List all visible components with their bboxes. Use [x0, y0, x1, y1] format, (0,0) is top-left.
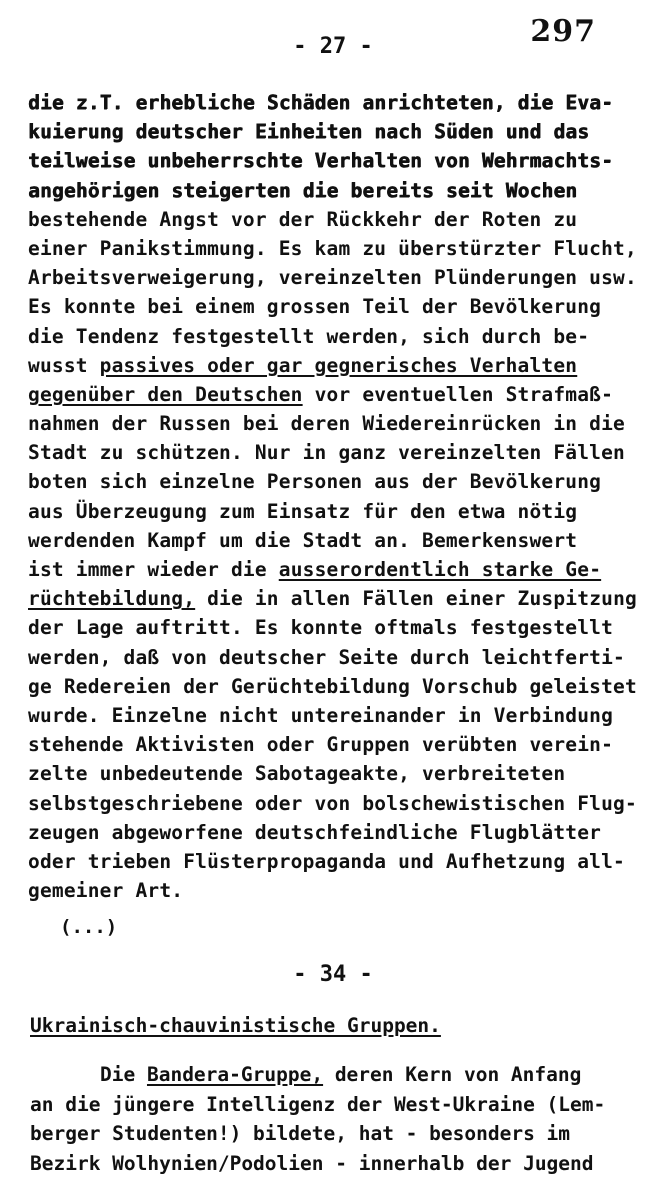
- text-line: werden, daß von deutscher Seite durch leichtferti-: [28, 645, 625, 669]
- underlined-phrase: rüchtebildung,: [28, 587, 196, 611]
- text-line: angehörigen steigerten die bereits seit Wochen: [28, 178, 578, 202]
- text-line: zeugen abgeworfene deutschfeindliche Flugblätter: [28, 820, 602, 844]
- text-line: berger Studenten!) bildete, hat - besonders im: [30, 1122, 571, 1145]
- text-line: zelte unbedeutende Sabotageakte, verbreiteten: [28, 762, 566, 786]
- section-heading: Ukrainisch-chauvinistische Gruppen.: [30, 1014, 441, 1037]
- text-line: die Tendenz festgestellt werden, sich durch be-: [28, 324, 590, 348]
- underlined-phrase: passives oder gar gegnerisches Verhalten: [99, 353, 578, 377]
- text-line: selbstgeschriebene oder von bolschewistischen Flug-: [28, 791, 637, 815]
- text-line: Stadt zu schützen. Nur in ganz vereinzelten Fällen: [28, 441, 625, 465]
- text-line: Arbeitsverweigerung, vereinzelten Plünderungen usw.: [28, 266, 637, 290]
- text-line: Die Bandera-Gruppe, deren Kern von Anfang: [100, 1063, 582, 1086]
- text-line: an die jüngere Intelligenz der West-Ukraine (Lem-: [30, 1092, 606, 1116]
- section-paragraph: [30, 1060, 650, 1178]
- underlined-phrase: gegenüber den Deutschen: [28, 382, 303, 406]
- text-line: einer Panikstimmung. Es kam zu überstürzter Flucht,: [28, 236, 637, 260]
- text-line: gemeiner Art.: [28, 879, 184, 903]
- text-line: boten sich einzelne Personen aus der Bevölkerung: [28, 470, 602, 494]
- text-line: gegenüber den Deutschen vor eventuellen Strafmaß-: [28, 382, 614, 406]
- text-line: Bezirk Wolhynien/Podolien - innerhalb der Jugend: [30, 1151, 594, 1175]
- text-line: nahmen der Russen bei deren Wiedereinrücken in die: [28, 412, 625, 436]
- text-line: wurde. Einzelne nicht untereinander in Verbindung: [28, 703, 614, 727]
- text-line: ge Redereien der Gerüchtebildung Vorschub geleistet: [28, 674, 637, 698]
- text-line: kuierung deutscher Einheiten nach Süden und das: [28, 120, 590, 144]
- underlined-phrase: ausserordentlich starke Ge-: [278, 558, 602, 581]
- text-line: ist immer wieder die ausserordentlich starke Ge-: [28, 558, 602, 581]
- text-line: rüchtebildung, die in allen Fällen einer Zuspitzung: [28, 587, 637, 611]
- text-line: die z.T. erhebliche Schäden anrichteten, die Eva-: [28, 91, 614, 114]
- text-line: stehende Aktivisten oder Gruppen verübten verein-: [28, 733, 614, 757]
- text-line: bestehende Angst vor der Rückkehr der Roten zu: [28, 207, 578, 231]
- text-line: oder trieben Flüsterpropaganda und Aufhetzung all-: [28, 849, 625, 873]
- text-line: der Lage auftritt. Es konnte oftmals festgestellt: [28, 616, 614, 640]
- text-line: aus Überzeugung zum Einsatz für den etwa nötig: [28, 499, 578, 523]
- underlined-phrase: Bandera-Gruppe,: [146, 1063, 324, 1086]
- text-line: teilweise unbeherrschte Verhalten von Wehrmachts-: [28, 149, 614, 173]
- body-paragraph: [28, 88, 648, 905]
- text-line: Es konnte bei einem grossen Teil der Bevölkerung: [28, 295, 602, 319]
- text-line: werdenden Kampf um die Stadt an. Bemerkenswert: [28, 528, 578, 552]
- text-line: wusst passives oder gar gegnerisches Verhalten: [28, 353, 578, 377]
- section-mark-bottom: - 34 -: [293, 962, 373, 987]
- omission-ellipsis: (...): [60, 916, 118, 938]
- page-number: 297: [530, 14, 596, 49]
- section-mark-top: - 27 -: [293, 34, 373, 59]
